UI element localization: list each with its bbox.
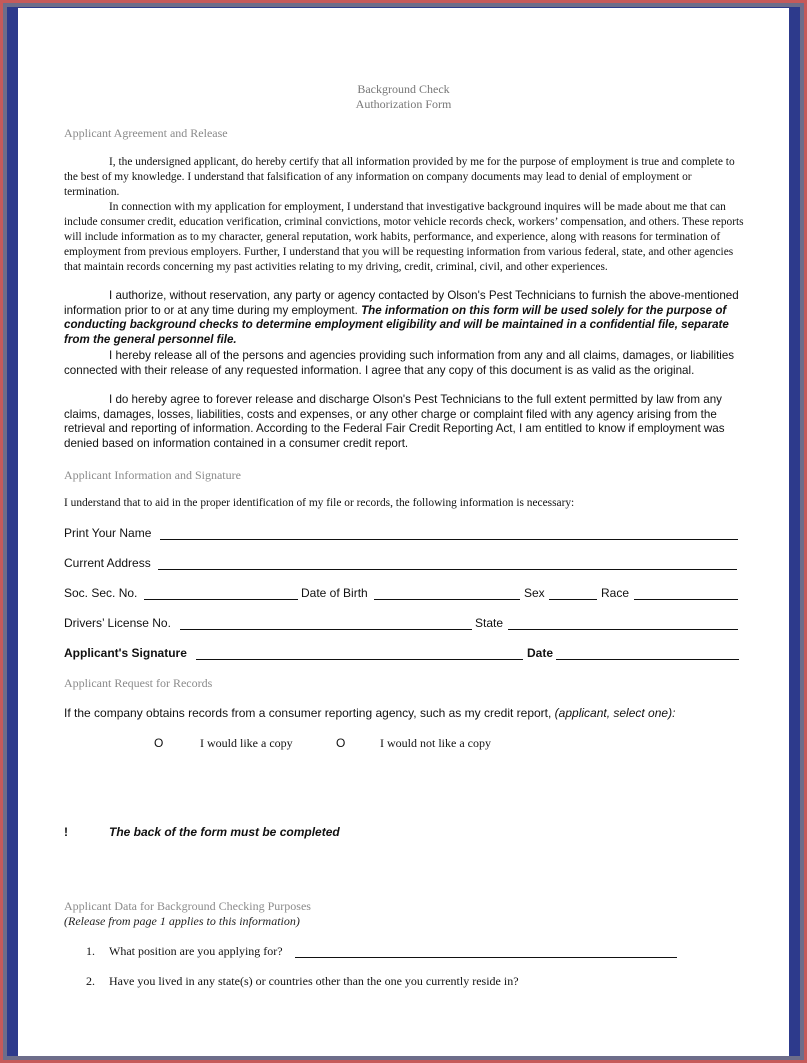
agreement-paragraph-3 [64,289,744,348]
date-field[interactable] [556,659,739,660]
question-1-field[interactable] [295,957,677,958]
notice-text: The back of the form must be completed [109,825,340,839]
question-2-label: Have you lived in any state(s) or countries other than the one you currently reside in? [109,974,519,988]
records-prompt-instruction: (applicant, select one): [554,706,676,720]
form-title-line2: Authorization Form [355,97,452,111]
agreement-text-2: In connection with my application for employment, I understand that investigative background inquires will be made about me that can include consumer credit, education verification, criminal convictions, motor vehicle records check, workers’ compensation, and others. These reports will include information as to my character, general reputation, work habits, performance, and experience, along with reasons for termination of employment from previous employers. Further, I understand that you will be requesting information from various federal, state, and other agencies that maintain records concerning my past activities relating to my driving, credit, criminal, civil, and other experiences. [64,201,744,273]
section-heading-records [64,676,212,691]
sex-label: Sex [524,586,545,600]
agreement-paragraph-2 [64,200,744,275]
race-field[interactable] [634,599,738,600]
question-1-number: 1. [86,944,95,958]
agreement-paragraph-5 [64,393,744,452]
current-address-label: Current Address [64,556,151,570]
form-title-line1: Background Check [357,82,450,96]
dob-field[interactable] [374,599,520,600]
option-copy-label: I would like a copy [200,736,293,750]
print-name-field[interactable] [160,539,738,540]
sex-field[interactable] [549,599,597,600]
option-no-copy-label: I would not like a copy [380,736,491,750]
section-heading-data: Applicant Data for Background Checking Purposes [64,899,311,913]
agreement-text-3: I authorize, without reservation, any party or agency contacted by Olson's Pest Technicians to furnish the above-mentioned information prior to or at any time during my employment. [64,289,739,317]
data-subheading: (Release from page 1 applies to this information) [64,914,300,928]
date-label: Date [527,646,554,660]
document-page [18,8,789,1056]
dob-label: Date of Birth [301,586,368,600]
section-heading-agreement: Applicant Agreement and Release [64,126,228,140]
agreement-text-4: I hereby release all of the persons and agencies providing such information from any and all claims, damages, or liabilities connected with their release of any requested information. I agree that any copy of this document is as valid as the original. [64,349,735,377]
section-heading-info: Applicant Information and Signature [64,468,241,482]
current-address-field[interactable] [158,569,737,570]
notice-mark: ! [64,825,68,839]
state-label: State [475,616,504,630]
option-copy-radio[interactable]: O [154,736,164,750]
agreement-text-3-emphasis: The information on this form will be used solely for the purpose of conducting background checks to determine employment eligibility and will be maintained in a confidential file, separate from the general personnel file. [64,303,729,347]
records-prompt-text: If the company obtains records from a consumer reporting agency, such as my credit report, [64,706,555,720]
agreement-paragraph-1 [64,155,744,200]
signature-label: Applicant's Signature [64,646,187,660]
agreement-text-5: I do hereby agree to forever release and discharge Olson's Pest Technicians to the full extent permitted by law from any claims, damages, losses, liabilities, costs and expenses, or any other charge or complaint filed with any agency arising from the retrieval and reporting of information. According to the Federal Fair Credit Reporting Act, I am entitled to know if employment was denied based on information contained in a consumer credit report. [64,393,725,451]
license-label: Drivers’ License No. [64,616,171,630]
print-name-label: Print Your Name [64,526,152,540]
ssn-field[interactable] [144,599,298,600]
ssn-label: Soc. Sec. No. [64,586,138,600]
license-field[interactable] [180,629,472,630]
records-heading-text: Applicant Request for Records [64,676,213,690]
signature-field[interactable] [196,659,523,660]
race-label: Race [601,586,630,600]
agreement-text-1: I, the undersigned applicant, do hereby certify that all information provided by me for the purpose of employment is true and complete to the best of my knowledge. I understand that falsification of any information on company documents may lead to denial of employment or termination. [64,156,735,198]
state-field[interactable] [508,629,738,630]
agreement-paragraph-4 [64,349,744,378]
info-intro: I understand that to aid in the proper identification of my file or records, the following information is necessary: [64,497,575,509]
question-1-label: What position are you applying for? [109,944,283,958]
question-2-number: 2. [86,974,95,988]
option-no-copy-radio[interactable]: O [336,736,346,750]
records-prompt [64,706,675,720]
